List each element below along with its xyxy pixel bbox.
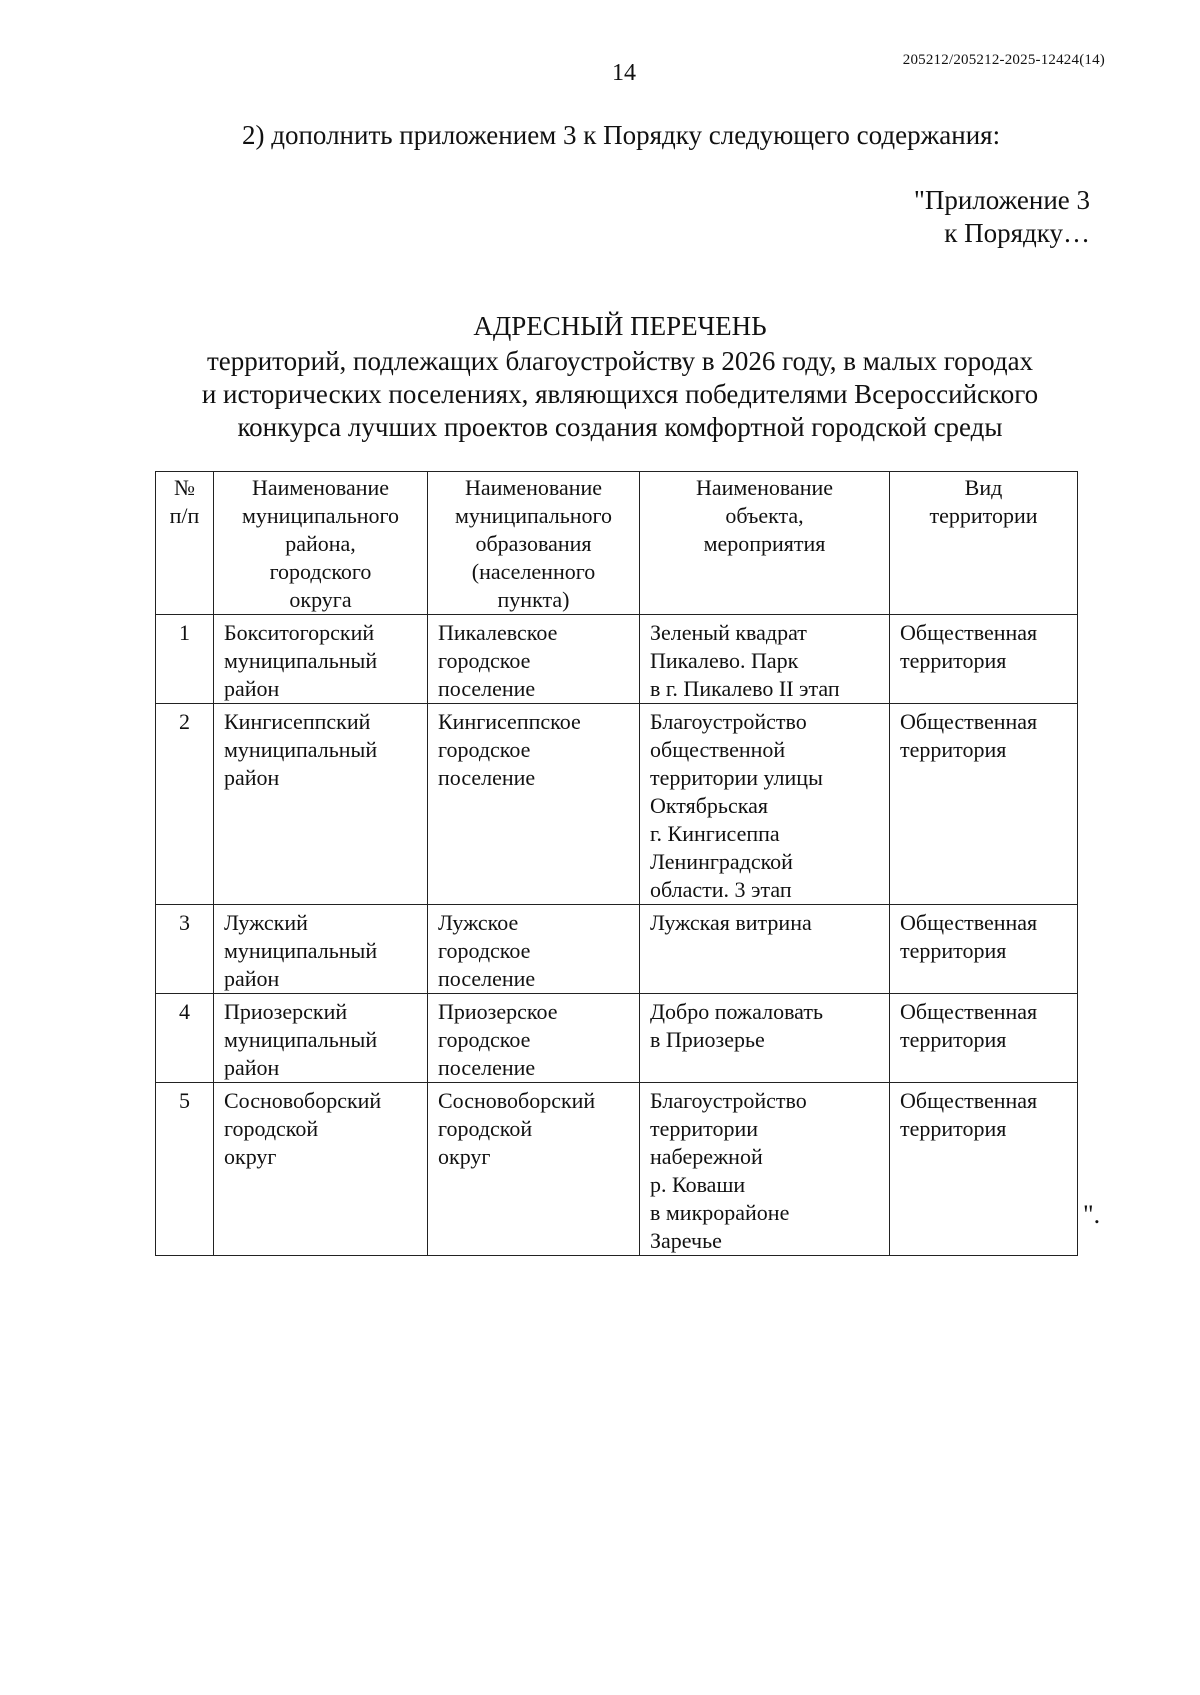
object-cell: Зеленый квадрат Пикалево. Парк в г. Пикалево II этап xyxy=(640,615,890,704)
closing-quote: ". xyxy=(1083,1200,1101,1229)
row-number: 1 xyxy=(156,615,214,704)
municipality-cell: Приозерское городское поселение xyxy=(428,994,640,1083)
row-number: 4 xyxy=(156,994,214,1083)
title-subline-2: и исторических поселениях, являющихся победителями Всероссийского xyxy=(201,379,1039,409)
title-block xyxy=(130,310,1110,444)
appendix-reference xyxy=(914,184,1090,250)
intro-paragraph: 2) дополнить приложением 3 к Порядку следующего содержания: xyxy=(242,120,1001,150)
appendix-line-1: "Приложение 3 xyxy=(913,185,1090,215)
table-row xyxy=(156,1083,1078,1256)
table-row xyxy=(156,615,1078,704)
table-header-row xyxy=(156,472,1078,615)
district-cell: Приозерский муниципальный район xyxy=(214,994,428,1083)
row-number: 3 xyxy=(156,905,214,994)
territory-type-cell: Общественная территория xyxy=(890,615,1078,704)
header-district: Наименование муниципального района, городского округа xyxy=(214,472,428,615)
page-number: 14 xyxy=(612,60,636,86)
row-number: 2 xyxy=(156,704,214,905)
table-row xyxy=(156,994,1078,1083)
table-row xyxy=(156,704,1078,905)
header-territory-type: Вид территории xyxy=(890,472,1078,615)
object-cell: Добро пожаловать в Приозерье xyxy=(640,994,890,1083)
object-cell: Благоустройство территории набережной р. Коваши в микрорайоне Заречье xyxy=(640,1083,890,1256)
object-cell: Благоустройство общественной территории улицы Октябрьская г. Кингисеппа Ленинградской области. 3 этап xyxy=(640,704,890,905)
appendix-line-2: к Порядку… xyxy=(944,218,1090,248)
document-title: АДРЕСНЫЙ ПЕРЕЧЕНЬ xyxy=(473,311,767,341)
header-object: Наименование объекта, мероприятия xyxy=(640,472,890,615)
district-cell: Кингисеппский муниципальный район xyxy=(214,704,428,905)
document-code: 205212/205212-2025-12424(14) xyxy=(902,52,1105,68)
address-list-table xyxy=(155,471,1078,1256)
district-cell: Сосновоборский городской округ xyxy=(214,1083,428,1256)
table-row xyxy=(156,905,1078,994)
district-cell: Лужский муниципальный район xyxy=(214,905,428,994)
municipality-cell: Сосновоборский городской округ xyxy=(428,1083,640,1256)
district-cell: Бокситогорский муниципальный район xyxy=(214,615,428,704)
municipality-cell: Пикалевское городское поселение xyxy=(428,615,640,704)
title-subline-1: территорий, подлежащих благоустройству в 2026 году, в малых городах xyxy=(206,346,1034,376)
territory-type-cell: Общественная территория xyxy=(890,1083,1078,1256)
header-municipality: Наименование муниципального образования (населенного пункта) xyxy=(428,472,640,615)
header-number: № п/п xyxy=(156,472,214,615)
object-cell: Лужская витрина xyxy=(640,905,890,994)
territory-type-cell: Общественная территория xyxy=(890,994,1078,1083)
municipality-cell: Лужское городское поселение xyxy=(428,905,640,994)
municipality-cell: Кингисеппское городское поселение xyxy=(428,704,640,905)
territory-type-cell: Общественная территория xyxy=(890,704,1078,905)
title-subline-3: конкурса лучших проектов создания комфортной городской среды xyxy=(237,412,1003,442)
row-number: 5 xyxy=(156,1083,214,1256)
territory-type-cell: Общественная территория xyxy=(890,905,1078,994)
